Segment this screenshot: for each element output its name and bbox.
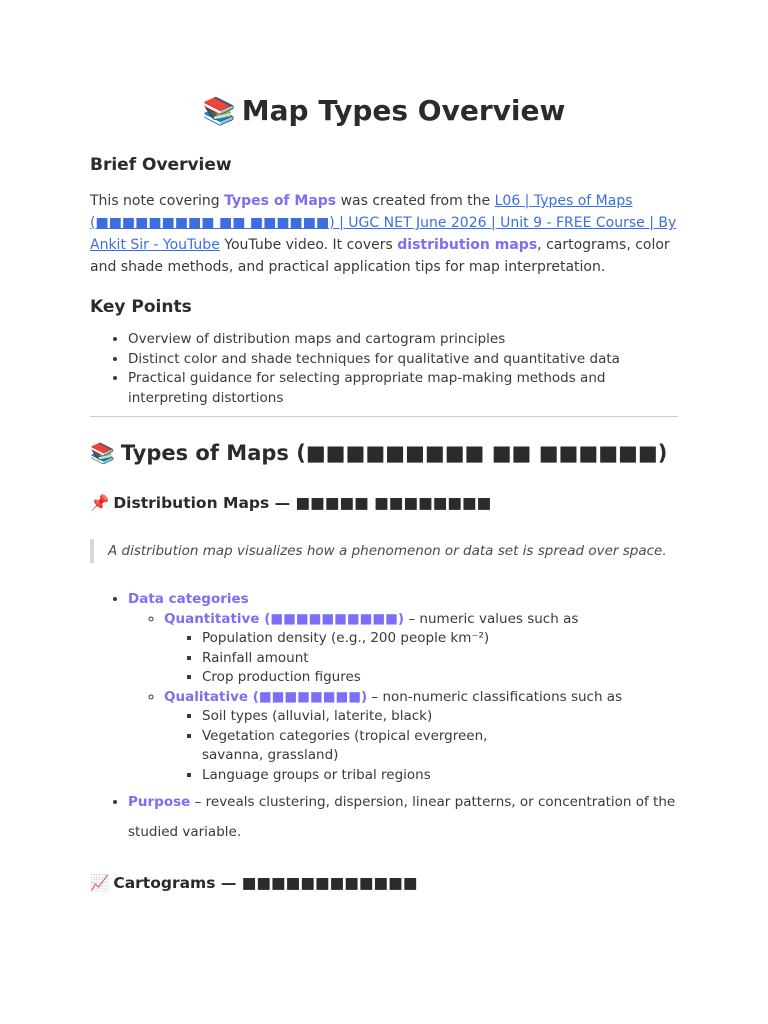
- qualitative-label: Qualitative (■■■■■■■■): [164, 688, 368, 705]
- list-item: [164, 688, 680, 786]
- heading-hindi: ■■■■■■■■■■■■: [241, 874, 418, 892]
- heading-separator: —: [269, 494, 296, 512]
- list-item: • Distinct color and shade techniques for qualitative and quantitative data: [128, 350, 688, 370]
- list-item: ▪ Crop production figures: [202, 668, 680, 688]
- heading-text: Cartograms: [113, 874, 216, 892]
- list-item: [164, 610, 680, 688]
- purpose-desc: – reveals clustering, dispersion, linear patterns, or concentration of the studied variable.: [128, 794, 676, 840]
- heading-separator: —: [215, 874, 242, 892]
- blockquote: A distribution map visualizes how a phenomenon or data set is spread over space.: [90, 539, 680, 563]
- list-item: ▪ Rainfall amount: [202, 649, 680, 669]
- list-item: ▪ Population density (e.g., 200 people km⁻²): [202, 629, 680, 649]
- brief-overview-paragraph: [90, 190, 686, 278]
- quantitative-label: Quantitative (■■■■■■■■■■): [164, 610, 405, 627]
- qualitative-desc: – non-numeric classifications such as: [367, 688, 623, 705]
- chart-increasing-icon: 📈: [90, 874, 110, 892]
- section-heading-text: Types of Maps (■■■■■■■■■ ■■ ■■■■■■): [120, 441, 668, 465]
- purpose-label: Purpose: [128, 794, 191, 810]
- page-title-text: Map Types Overview: [241, 94, 566, 127]
- youtube-video-link[interactable]: L06 | Types of Maps (■■■■■■■■■ ■■ ■■■■■■) | UGC NET June 2026 | Unit 9 - FREE Course | By Ankit Sir - YouTube: [90, 193, 677, 253]
- text-run: YouTube video. It covers: [219, 237, 398, 253]
- highlight-distribution-maps: distribution maps: [397, 237, 538, 253]
- list-item: [128, 787, 680, 847]
- list-item: ▪ Vegetation categories (tropical evergreen, savanna, grassland): [202, 727, 522, 766]
- distribution-details: [90, 590, 680, 849]
- text-run: was created from the: [336, 193, 495, 209]
- quantitative-desc: – numeric values such as: [404, 610, 579, 627]
- sub-sub-list: [164, 629, 680, 688]
- key-points-list: [90, 330, 688, 408]
- list-item: ▪ Language groups or tribal regions: [202, 766, 680, 786]
- heading-text: Distribution Maps: [113, 494, 270, 512]
- key-points-heading: Key Points: [90, 297, 192, 317]
- highlight-types-of-maps: Types of Maps: [224, 193, 337, 209]
- data-categories-label: Data categories: [128, 591, 249, 607]
- text-run: This note covering: [90, 193, 225, 209]
- divider: [90, 416, 678, 417]
- brief-overview-heading: Brief Overview: [90, 155, 232, 175]
- list-item: ▪ Soil types (alluvial, laterite, black): [202, 707, 680, 727]
- books-icon: 📚: [90, 441, 115, 465]
- list-item: • Overview of distribution maps and cartogram principles: [128, 330, 688, 350]
- page-title: [0, 94, 768, 127]
- section-heading-types-of-maps: [90, 441, 667, 465]
- cartograms-heading: [90, 874, 417, 892]
- list-item: • Practical guidance for selecting appropriate map-making methods and interpreting distortions: [128, 369, 688, 408]
- sub-sub-list: [164, 707, 680, 785]
- sub-list: [128, 610, 680, 786]
- heading-hindi: ■■■■■ ■■■■■■■■: [295, 494, 492, 512]
- distribution-maps-heading: [90, 494, 491, 512]
- books-icon: 📚: [202, 96, 236, 127]
- pushpin-icon: 📌: [90, 494, 110, 512]
- list: [90, 590, 680, 847]
- list-item: [128, 590, 680, 785]
- text-run: , cartograms, color and shade methods, and practical application tips for map interpretation.: [90, 237, 670, 275]
